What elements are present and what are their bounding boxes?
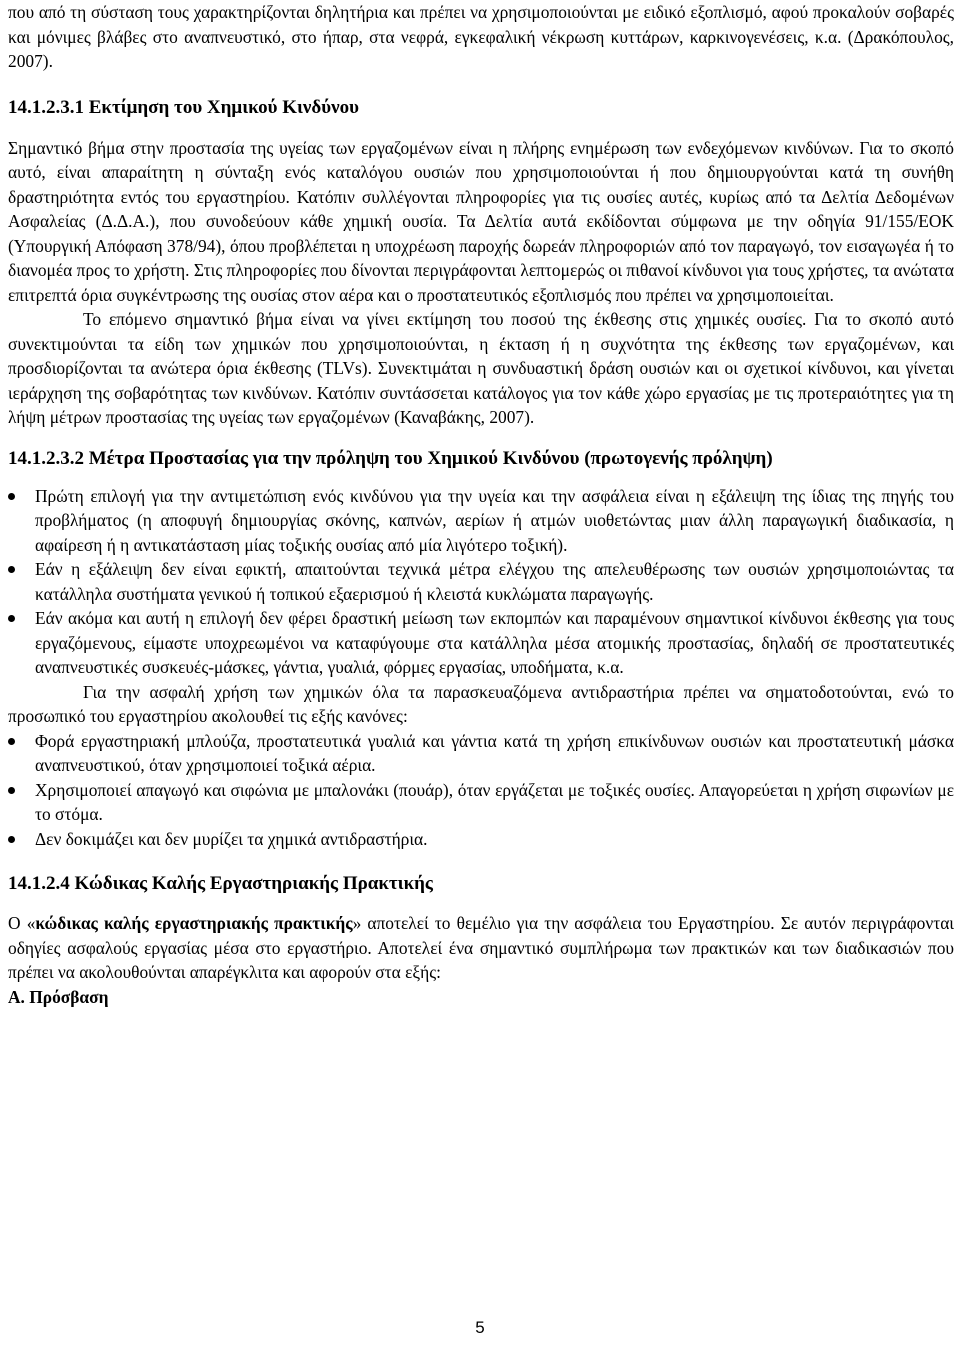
list-item-text: Φορά εργαστηριακή μπλούζα, προστατευτικά γυαλιά και γάντια κατά τη χρήση επικίνδυνων ουσιών και προστατευτική μάσκα αναπνευστικού, όταν χρησιμοποιεί τοξικά αέρια. [35, 730, 954, 775]
list-item-text: Χρησιμοποιεί απαγωγό και σιφώνια με μπαλονάκι (πουάρ), όταν εργάζεται με τοξικές ουσίες. Απαγορεύεται η χρήση σιφωνίων με το στόμα. [35, 779, 954, 824]
bullet-icon [8, 566, 15, 573]
list-item [8, 606, 954, 680]
good-lab-practice-paragraph [8, 911, 954, 985]
paragraph-bold-term: κώδικας καλής εργαστηριακής πρακτικής [35, 913, 353, 933]
list-item [8, 557, 954, 606]
list-item-text: Εάν ακόμα και αυτή η επιλογή δεν φέρει δραστική μείωση των εκπομπών και παραμένουν σημαντικοί κίνδυνοι έκθεσης για τους εργαζόμενους, είμαστε υποχρεωμένοι να καταφύγουμε στα κατάλληλα μέσα ατομικής προστασίας, δηλαδή σε προστατευτικές αναπνευστικές συσκευές-μάσκες, γάντια, γυαλιά, φόρμες εργασίας, υποδήματα, κ.α. [35, 608, 954, 677]
intro-paragraph: που από τη σύσταση τους χαρακτηρίζονται δηλητήρια και πρέπει να χρησιμοποιούνται με ειδικό εξοπλισμό, αφού προκαλούν σοβαρές και μόνιμες βλάβες στο αναπνευστικό, στο ήπαρ, στα νεφρά, εγκεφαλική νέκρωση κυττάρων, καρκινογενέσεις, κ.α. (Δρακόπουλος, 2007). [8, 2, 954, 71]
subheading-access: Α. Πρόσβαση [8, 986, 109, 1007]
safe-use-paragraph: Για την ασφαλή χρήση των χημικών όλα τα παρασκευαζόμενα αντιδραστήρια πρέπει να σηματοδοτούνται, ενώ το προσωπικό του εργαστηρίου ακολουθεί τις εξής κανόνες: [8, 681, 954, 726]
risk-assessment-paragraph-2: Το επόμενο σημαντικό βήμα είναι να γίνει εκτίμηση του ποσού της έκθεσης στις χημικές ουσίες. Για το σκοπό αυτό συνεκτιμούνται τα είδη των χημικών που χρησιμοποιούνται, η έκταση ή η συχνότητα της έκθεσης των εργαζομένων, και προσδιορίζονται τα ανώτερα όρια έκθεσης (TLVs). Συνεκτιμάται η συνδυαστική δράση ουσιών και οι σχετικοί κίνδυνοι, και γίνεται ιεράρχηση της σοβαρότητας των κινδύνων. Κατόπιν συντάσσεται κατάλογος για τον κάθε χώρο εργασίας με τις προτεραιότητες για τη λήψη μέτρων προστασίας της υγείας των εργαζομένων (Καναβάκης, 2007). [8, 309, 954, 427]
risk-assessment-paragraph-1: Σημαντικό βήμα στην προστασία της υγείας των εργαζομένων είναι η πλήρης ενημέρωση των ενδεχόμενων κινδύνων. Για το σκοπό αυτό, είναι απαραίτητη η σύνταξη ενός καταλόγου ουσιών που χρησιμοποιούνται ή που δημιουργούνται κατά τη συνήθη δραστηριότητα εντός του εργαστηρίου. Κατόπιν συλλέγονται πληροφορίες για τις ουσίες αυτές, κυρίως από τα Δελτία Δεδομένων Ασφαλείας (Δ.Δ.Α.), που συνοδεύουν κάθε χημική ουσία. Τα Δελτία αυτά εκδίδονται σύμφωνα με την οδηγία 91/155/ΕΟΚ (Υπουργική Απόφαση 378/94), όπου προβλέπεται η υποχρέωση παροχής δωρεάν πληροφοριών από τον παραγωγό, τον εισαγωγέα ή το διανομέα προς το χρήστη. Στις πληροφορίες που δίνονται περιγράφονται λεπτομερώς οι πιθανοί κίνδυνοι για τους χρήστες, τα ανώτατα επιτρεπτά όρια συγκέντρωσης της ουσίας στον αέρα και ο προστατευτικός εξοπλισμός που πρέπει να χρησιμοποιείται. [8, 137, 954, 305]
list-item-text: Εάν η εξάλειψη δεν είναι εφικτή, απαιτούνται τεχνικά μέτρα ελέγχου της απελευθέρωσης των ουσιών χρησιμοποιώντας τα κατάλληλα συστήματα γενικού ή τοπικού εξαερισμού ή κλειστά κυκλώματα παραγωγής. [35, 559, 954, 604]
document-page [8, 0, 954, 1009]
bullet-icon [8, 787, 15, 794]
section-heading-chemical-risk-assessment: 14.1.2.3.1 Εκτίμηση του Χημικού Κινδύνου [8, 96, 359, 118]
bullet-icon [8, 493, 15, 500]
list-item-text: Πρώτη επιλογή για την αντιμετώπιση ενός κινδύνου για την υγεία και την ασφάλεια είναι η εξάλειψη της ίδιας της πηγής του προβλήματος (η αποφυγή δημιουργίας σκόνης, καπνών, αερίων ή ατμών υιοθετώντας μιαν άλλη παραγωγική διαδικασία, η αφαίρεση ή η αντικατάσταση μίας τοξικής ουσίας από μία λιγότερο τοξική). [35, 485, 954, 555]
list-item [8, 827, 954, 852]
bullet-icon [8, 836, 15, 843]
list-item [8, 729, 954, 778]
lab-rules-list [8, 729, 954, 852]
bullet-icon [8, 615, 15, 622]
paragraph-prefix: Ο « [8, 913, 36, 933]
section-heading-good-lab-practice: 14.1.2.4 Κώδικας Καλής Εργαστηριακής Πρακτικής [8, 873, 433, 894]
paragraph-suffix: » αποτελεί το θεμέλιο για την ασφάλεια του Εργαστηρίου. Σε αυτόν περιγράφονται οδηγίες ασφαλούς εργασίας μέσα στο εργαστήριο. Αποτελεί ένα σημαντικό συμπλήρωμα των πρακτικών και των διαδικασιών που πρέπει να ακολουθούνται απαρέγκλιτα και αφορούν στα εξής: [8, 913, 954, 982]
list-item [8, 778, 954, 827]
list-item-text: Δεν δοκιμάζει και δεν μυρίζει τα χημικά αντιδραστήρια. [35, 828, 428, 849]
protection-measures-list [8, 484, 954, 680]
section-heading-protection-measures: 14.1.2.3.2 Μέτρα Προστασίας για την πρόληψη του Χημικού Κινδύνου (πρωτογενής πρόληψη) [8, 447, 773, 469]
list-item [8, 484, 954, 558]
page-number: 5 [475, 1318, 485, 1337]
bullet-icon [8, 738, 15, 745]
